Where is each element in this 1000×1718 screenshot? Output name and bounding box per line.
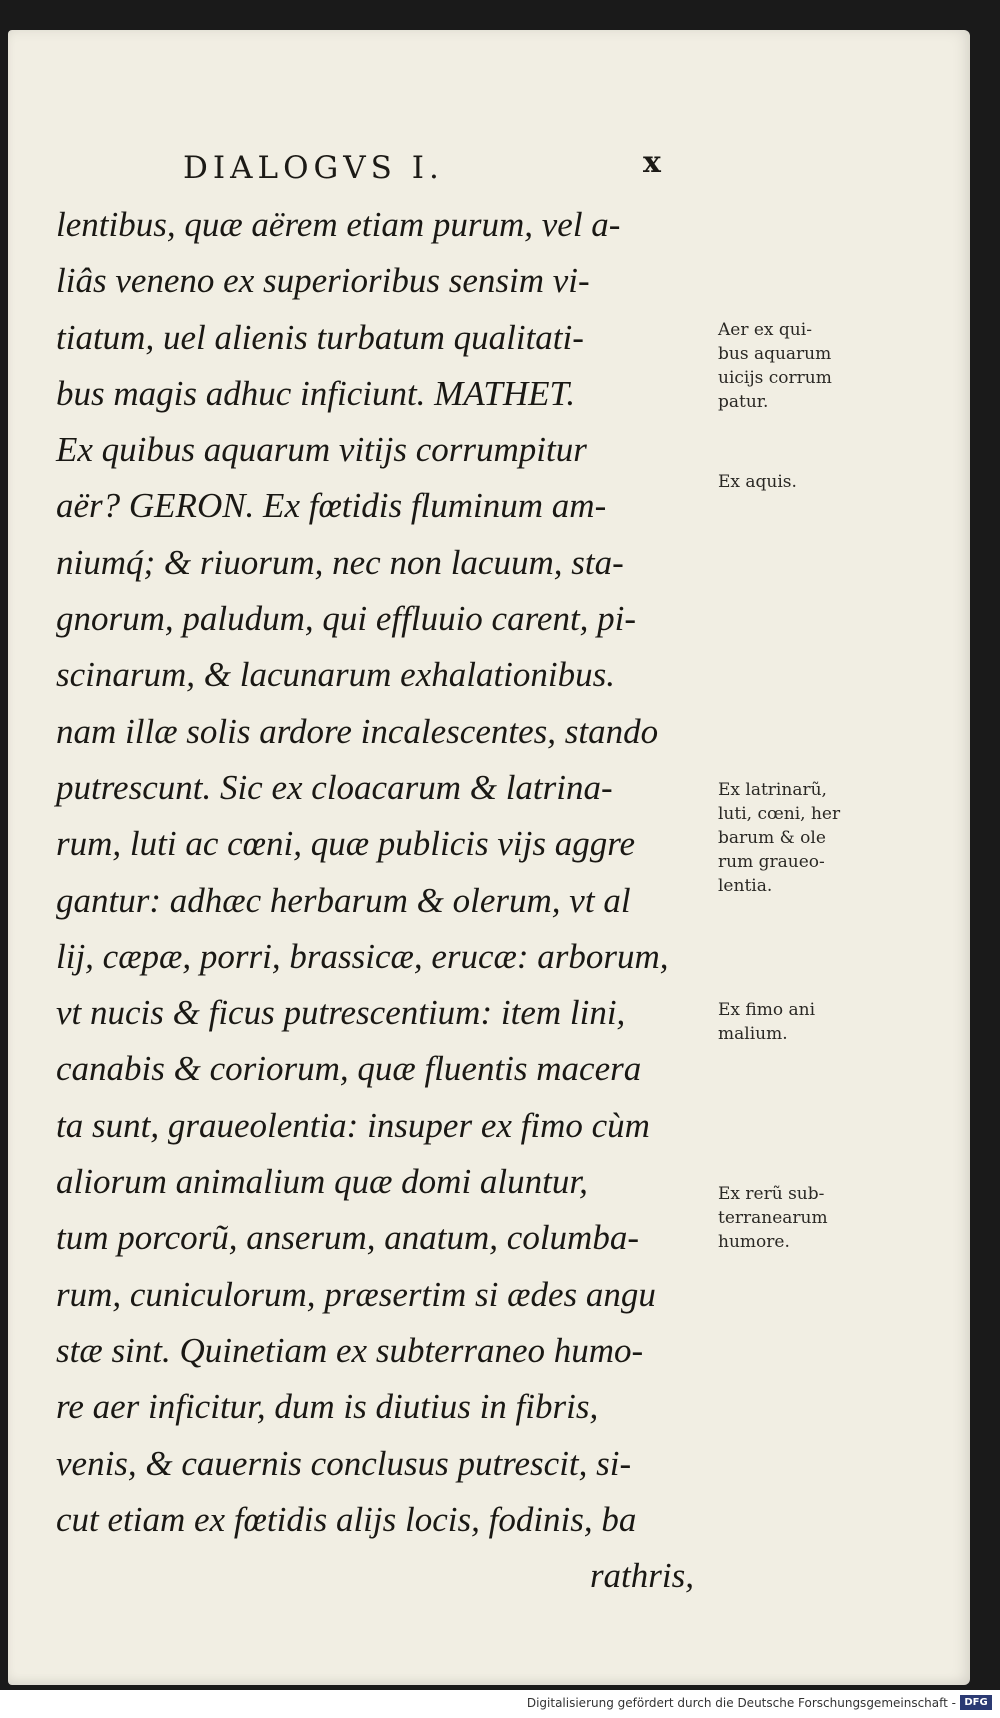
text-line: bus magis adhuc inficiunt. MATHET. <box>56 373 576 413</box>
margin-note-line: lentia. <box>718 876 773 896</box>
text-line: venis, & cauernis conclusus putrescit, si- <box>56 1443 632 1483</box>
text-line: Ex quibus aquarum vitijs corrumpitur <box>56 430 587 470</box>
dfg-logo: DFG <box>960 1695 992 1710</box>
margin-note-line: uicijs corrum <box>718 368 832 388</box>
margin-note-line: Ex fimo ani <box>718 1000 816 1020</box>
margin-note-air <box>718 318 918 414</box>
text-line: tiatum, uel alienis turbatum qualitati- <box>56 317 584 357</box>
catchword: rathris, <box>589 1556 694 1596</box>
folio-mark: x <box>643 145 661 180</box>
margin-note-underground <box>718 1182 918 1254</box>
margin-note-line: patur. <box>718 392 769 412</box>
text-line: scinarum, & lacunarum exhalationibus. <box>56 655 615 695</box>
text-line: lij, cæpæ, porri, brassicæ, erucæ: arborum, <box>56 936 669 976</box>
margin-note-line: terranearum <box>718 1208 828 1228</box>
text-line: aliorum animalium quæ domi aluntur, <box>56 1162 588 1202</box>
margin-note-line: Ex rerũ sub- <box>718 1184 825 1204</box>
margin-note-line: bus aquarum <box>718 344 832 364</box>
text-line: putrescunt. Sic ex cloacarum & latrina- <box>56 767 613 807</box>
margin-note-latrines <box>718 778 918 898</box>
footer-bar <box>0 1690 1000 1718</box>
text-line: tum porcorũ, anserum, anatum, columba- <box>56 1218 639 1258</box>
margin-note-line: Aer ex qui- <box>718 320 812 340</box>
text-line: aër? GERON. Ex fœtidis fluminum am- <box>56 486 607 526</box>
margin-note-line: rum graueo- <box>718 852 825 872</box>
running-head: DIALOGVS I. <box>183 150 444 186</box>
margin-note-line: luti, cœni, her <box>718 804 841 824</box>
text-line: lentibus, quæ aërem etiam purum, vel a- <box>56 205 621 244</box>
margin-note-dung <box>718 998 918 1046</box>
text-line: liâs veneno ex superioribus sensim vi- <box>56 261 590 301</box>
text-line: re aer inficitur, dum is diutius in fibris, <box>56 1387 599 1427</box>
margin-note-line: humore. <box>718 1232 790 1252</box>
text-line: stæ sint. Quinetiam ex subterraneo humo- <box>56 1330 644 1370</box>
margin-note-line: malium. <box>718 1024 788 1044</box>
text-line: nam illæ solis ardore incalescentes, stando <box>56 711 659 751</box>
margin-note-line: Ex latrinarũ, <box>718 780 827 800</box>
text-line: vt nucis & ficus putrescentium: item lini, <box>56 993 626 1033</box>
funding-credit: Digitalisierung gefördert durch die Deutsche Forschungsgemeinschaft - <box>526 1696 956 1710</box>
book-page <box>8 30 970 1685</box>
text-line: rum, cuniculorum, præsertim si ædes angu <box>56 1274 656 1314</box>
text-line: ta sunt, graueolentia: insuper ex fimo cùm <box>56 1105 650 1145</box>
margin-note-waters <box>718 470 918 494</box>
text-line: niumq́; & riuorum, nec non lacuum, sta- <box>56 542 624 582</box>
margin-note-line: Ex aquis. <box>718 472 797 492</box>
text-line: canabis & coriorum, quæ fluentis macera <box>56 1049 642 1089</box>
text-line: cut etiam ex fœtidis alijs locis, fodinis, ba <box>56 1499 637 1539</box>
text-line: gnorum, paludum, qui effluuio carent, pi- <box>56 599 637 639</box>
text-line: rum, luti ac cœni, quæ publicis vijs aggre <box>56 824 636 864</box>
text-line: gantur: adhæc herbarum & olerum, vt al <box>56 880 631 920</box>
margin-note-line: barum & ole <box>718 828 826 848</box>
main-text-block <box>56 197 716 1604</box>
